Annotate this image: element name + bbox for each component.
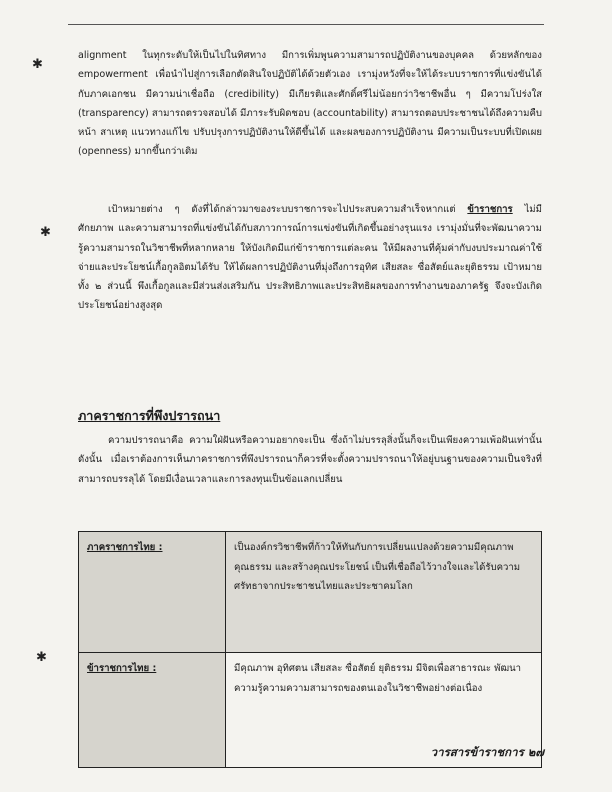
paragraph-2-lead: เป้าหมายต่าง ๆ ดังที่ได้กล่าวมาของระบบราชการจะไปประสบความสำเร็จหากแต่ [108, 204, 456, 215]
top-rule [68, 24, 544, 25]
paragraph-2-emphasis: ข้าราชการ [467, 204, 513, 215]
definition-row [79, 532, 542, 653]
definitions-table [78, 531, 542, 768]
section-heading: ภาคราชการที่พึงปรารถนา [78, 408, 221, 423]
definition-term: ภาคราชการไทย : [79, 532, 226, 653]
margin-bullet-top: ✱ [32, 57, 43, 72]
footer-journal-page: วารสารข้าราชการ ๒๗ [430, 745, 544, 759]
definition-text: เป็นองค์กรวิชาชีพที่ก้าวให้ทันกับการเปลี่ยนแปลงด้วยความมีคุณภาพ คุณธรรม และสร้างคุณประโยชน์ เป็นที่เชื่อถือไว้วางใจและได้รับความศรัทธาจากประชาชนไทยและประชาคมโลก [226, 532, 542, 653]
paragraph-1-text: alignment ในทุกระดับให้เป็นไปในทิศทาง มีการเพิ่มพูนความสามารถปฏิบัติงานของบุคคล ด้วยหลักของ empowerment เพื่อนำไปสู่การเลือกตัดสินใจปฏิบัติได้ด้วยตัวเอง เรามุ่งหวังที่จะให้ได้ระบบราชการที่แข่งขันได้กับภาคเอกชน มีความน่าเชื่อถือ (credibility) มีเกียรติและศักดิ์ศรีไม่น้อยกว่าวิชาชีพอื่น ๆ มีความโปร่งใส (transparency) สามารถตรวจสอบได้ มีภาระรับผิดชอบ (accountability) สามารถตอบประชาชนได้ถึงความคืบหน้า สาเหตุ แนวทางแก้ไข ปรับปรุงการปฏิบัติงานให้ดีขึ้นได้ และผลของการปฏิบัติงาน มีความเป็นระบบที่เปิดเผย (openness) มากขึ้นกว่าเดิม [78, 50, 542, 158]
margin-bullet-middle: ✱ [40, 225, 51, 240]
paragraph-1 [78, 46, 542, 162]
margin-bullet-bottom: ✱ [36, 650, 47, 665]
paragraph-3 [78, 431, 542, 489]
definition-text: มีคุณภาพ อุทิศตน เสียสละ ซื่อสัตย์ ยุติธรรม มีจิตเพื่อสาธารณะ พัฒนาความรู้ความความสามารถของตนเองในวิชาชีพอย่างต่อเนื่อง [226, 653, 542, 768]
definition-term: ข้าราชการไทย : [79, 653, 226, 768]
paragraph-2-rest: ไม่มีศักยภาพ และความสามารถที่แข่งขันได้กับสภาวการณ์การแข่งขันที่เกิดขึ้นอย่างรุนแรง เรามุ่งมั่นที่จะพัฒนาความรู้ความสามารถในวิชาชีพที่หลากหลาย ให้บังเกิดมีแก่ข้าราชการแต่ละคน ให้มีผลงานที่คุ้มค่ากับงบประมาณค่าใช้จ่ายและประโยชน์เกื้อกูลอิตมได้รับ ให้ได้ผลการปฏิบัติงานที่มุ่งถึงการอุทิศ เสียสละ ซื่อสัตย์และยุติธรรม เป้าหมายทั้ง ๒ ส่วนนี้ พึงเกื้อกูลและมีส่วนส่งเสริมกัน ประสิทธิภาพและประสิทธิผลของการทำงานของภาครัฐ จึงจะบังเกิดประโยชน์อย่างสูงสุด [78, 204, 542, 312]
paragraph-3-text: ความปรารถนาคือ ความใฝ่ฝันหรือความอยากจะเป็น ซึ่งถ้าไม่บรรลุสิ่งนั้นก็จะเป็นเพียงความเพ้อฝันเท่านั้น ดังนั้น เมื่อเราต้องการเห็นภาคราชการที่พึงปรารถนาก็ควรที่จะตั้งความปรารถนาให้อยู่บนฐานของความเป็นจริงที่สามารถบรรลุได้ โดยมีเงื่อนเวลาและการลงทุนเป็นข้อแลกเปลี่ยน [78, 435, 542, 485]
paragraph-2 [78, 200, 542, 316]
